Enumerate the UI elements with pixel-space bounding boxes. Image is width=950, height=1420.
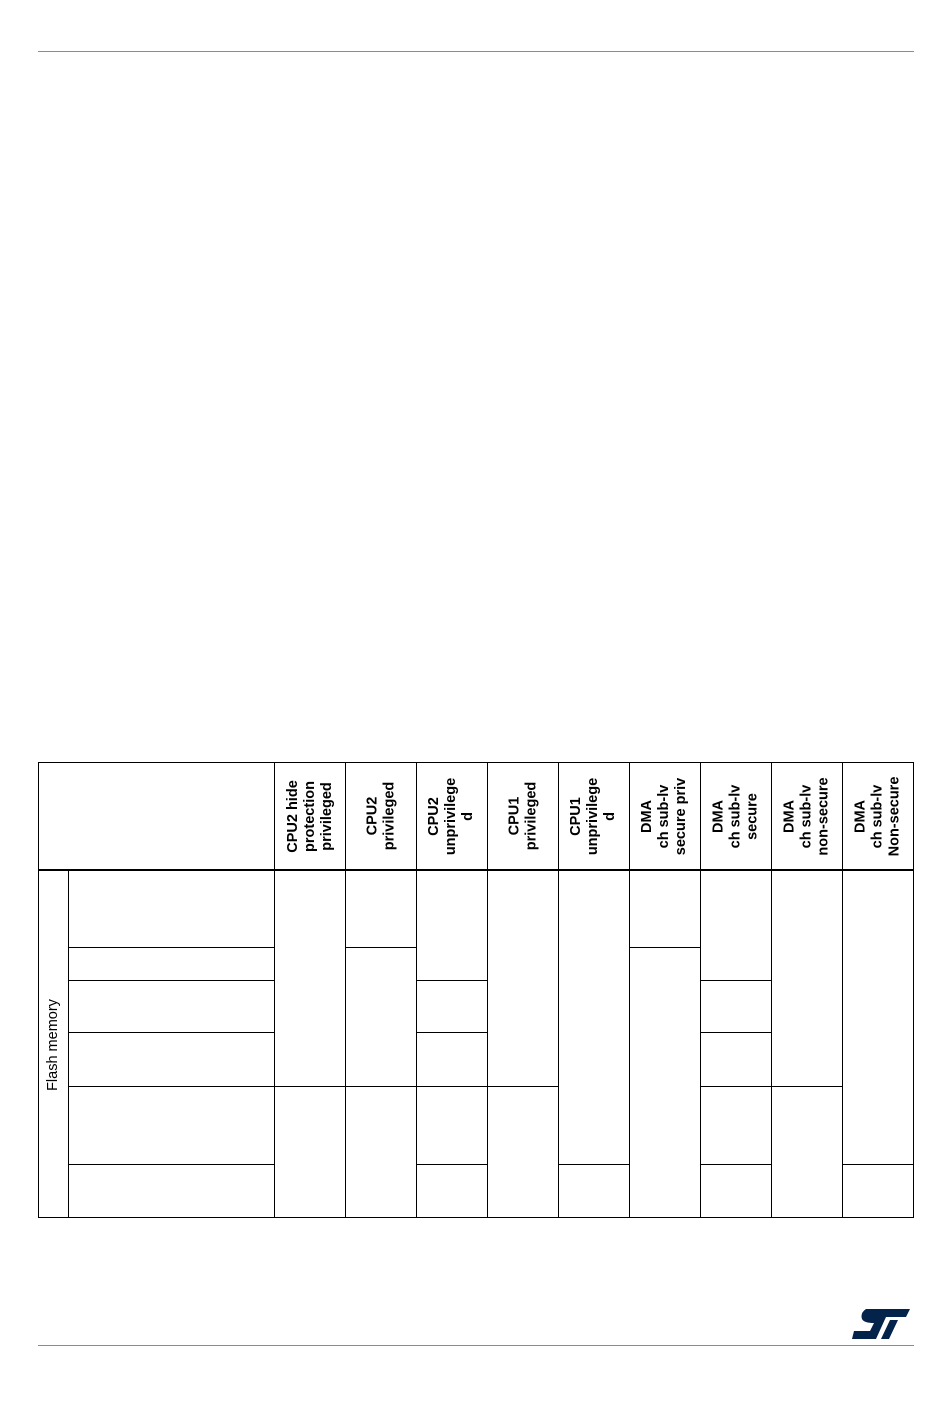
- cell-separator: [487, 1086, 559, 1087]
- column-header: CPU2 unprivilege d: [426, 777, 477, 855]
- cell-separator: [700, 1086, 772, 1087]
- table-bottom-border: [38, 1217, 914, 1218]
- cell-separator: [558, 1164, 630, 1165]
- cell-separator: [700, 1164, 772, 1165]
- table-right-border: [913, 762, 914, 1218]
- row-separator: [68, 1032, 275, 1033]
- cell-separator: [274, 1086, 346, 1087]
- st-logo: [852, 1308, 912, 1340]
- row-group-label: Flash memory: [45, 998, 62, 1091]
- footer-rule: [38, 1345, 914, 1346]
- row-separator: [68, 947, 275, 948]
- header-rule: [38, 51, 914, 52]
- row-separator: [68, 1086, 275, 1087]
- column-header: CPU2 hide protection privileged: [284, 779, 335, 853]
- cell-separator: [345, 1086, 417, 1087]
- cell-separator: [700, 1032, 772, 1033]
- cell-separator: [629, 947, 701, 948]
- st-logo-t-shape: [881, 1320, 898, 1339]
- column-header: DMA ch sub-lv Non-secure: [852, 776, 903, 856]
- column-header: DMA ch sub-lv secure priv: [639, 777, 690, 855]
- table-header-separator: [38, 869, 914, 871]
- cell-separator: [416, 1032, 488, 1033]
- cell-separator: [842, 1164, 914, 1165]
- cell-separator: [345, 947, 417, 948]
- row-group-separator: [68, 870, 69, 1218]
- st-logo-s-shape: [852, 1309, 910, 1339]
- column-header: DMA ch sub-lv secure: [710, 784, 761, 848]
- column-header: CPU1 unprivilege d: [568, 777, 619, 855]
- cell-separator: [700, 980, 772, 981]
- column-header: CPU1 privileged: [506, 781, 539, 851]
- cell-separator: [416, 1164, 488, 1165]
- column-header: DMA ch sub-lv non-secure: [781, 776, 832, 856]
- cell-separator: [416, 1086, 488, 1087]
- cell-separator: [416, 980, 488, 981]
- row-separator: [68, 1164, 275, 1165]
- column-header: CPU2 privileged: [364, 781, 397, 851]
- cell-separator: [771, 1086, 843, 1087]
- row-separator: [68, 980, 275, 981]
